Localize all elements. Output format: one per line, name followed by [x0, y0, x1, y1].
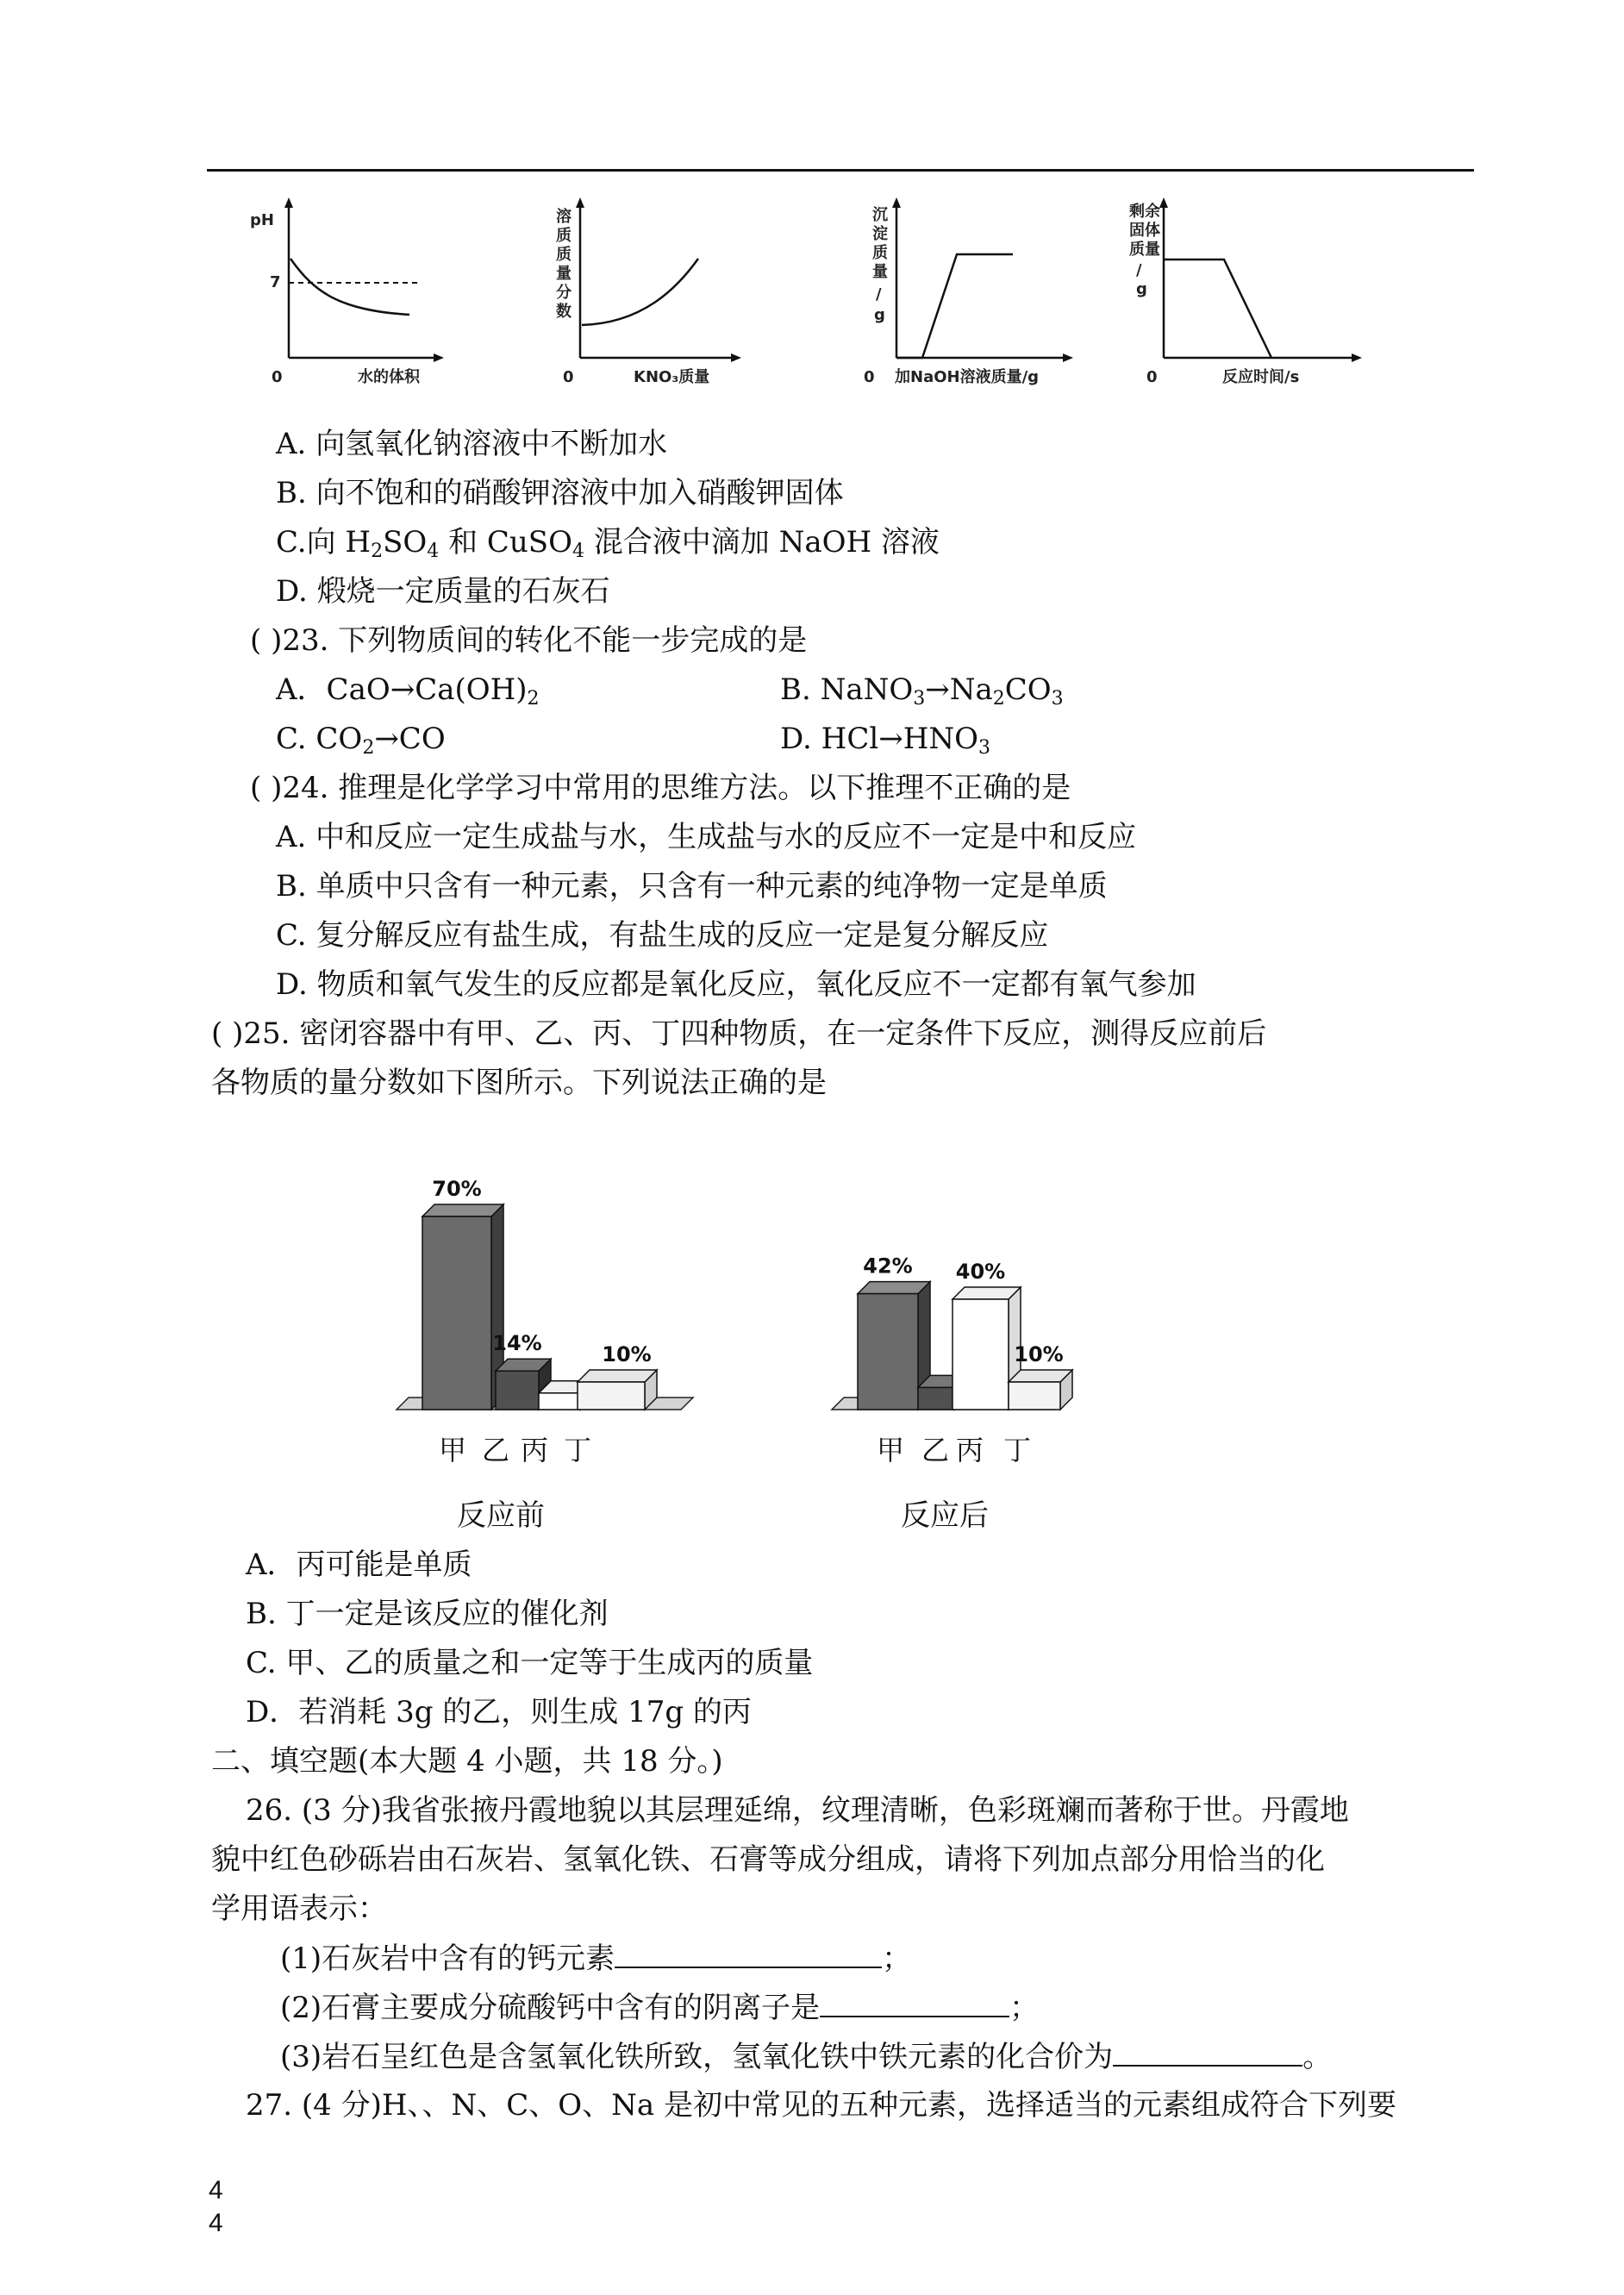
svg-text:/: /	[1136, 261, 1142, 279]
bar-front	[918, 1387, 954, 1410]
graph-d-svg	[1129, 194, 1371, 392]
category-label-丙: 丙	[520, 1434, 549, 1466]
bar-front	[539, 1393, 580, 1410]
svg-text:固体: 固体	[1129, 222, 1160, 240]
section-2-heading: 二、填空题(本大题 4 小题，共 18 分。)	[211, 1744, 723, 1779]
graph-d-xlabel: 反应时间/s	[1222, 368, 1300, 386]
bar-top	[858, 1282, 930, 1294]
q22-option-d: D. 煅烧一定质量的石灰石	[276, 574, 610, 609]
chart-after	[810, 1121, 1138, 1483]
page-number-1: 4	[209, 2176, 223, 2204]
q26-line2: 貌中红色砂砾岩由石灰岩、氢氧化铁、石膏等成分组成，请将下列加点部分用恰当的化	[211, 1842, 1325, 1877]
svg-text:分: 分	[556, 284, 572, 302]
bar-front	[1009, 1382, 1060, 1410]
graph-b	[547, 194, 746, 396]
bar-front	[578, 1382, 645, 1410]
data-label-丙: 40%	[955, 1260, 1006, 1284]
svg-text:数: 数	[556, 303, 572, 321]
q24-option-d: D. 物质和氧气发生的反应都是氧化反应，氧化反应不一定都有氧气参加	[276, 967, 1196, 1002]
q24-stem: ( )24. 推理是化学学习中常用的思维方法。以下推理不正确的是	[250, 771, 1071, 805]
q25-option-a: A．丙可能是单质	[246, 1548, 472, 1582]
page-number-2: 4	[209, 2209, 223, 2237]
data-label-丁: 10%	[1014, 1342, 1064, 1366]
q23-option-d: D. $HCl\to HNO_3$	[780, 722, 990, 759]
q26-sub3: (3)岩石呈红色是含氢氧化铁所致，氢氧化铁中铁元素的化合价为 。	[280, 2040, 1333, 2074]
bar-丁	[578, 1370, 657, 1410]
q22-option-b: B. 向不饱和的硝酸钾溶液中加入硝酸钾固体	[276, 476, 844, 510]
svg-text:质: 质	[872, 244, 888, 262]
q24-option-c: C. 复分解反应有盐生成，有盐生成的反应一定是复分解反应	[276, 918, 1049, 953]
graph-c	[862, 194, 1077, 396]
svg-text:g: g	[1136, 280, 1147, 298]
graph-a	[246, 194, 444, 396]
data-label-甲: 70%	[432, 1177, 482, 1201]
category-label-乙: 乙	[481, 1434, 510, 1466]
graph-b-ylabel	[556, 207, 572, 321]
category-label-丙: 丙	[955, 1434, 984, 1466]
graph-a-tick7: 7	[270, 273, 281, 291]
category-label-乙: 乙	[921, 1434, 950, 1466]
svg-text:/: /	[876, 285, 882, 303]
graph-a-origin: 0	[272, 368, 283, 386]
graph-b-xlabel: KNO₃质量	[634, 368, 710, 386]
q23-option-a: A．$CaO\to Ca(OH)_2$	[276, 672, 540, 710]
bar-front	[953, 1299, 1009, 1410]
q26-answer-blank-3[interactable]	[1113, 2039, 1302, 2067]
svg-text:剩余: 剩余	[1129, 203, 1160, 221]
svg-text:质量: 质量	[1129, 241, 1160, 259]
graph-c-origin: 0	[864, 368, 875, 386]
q22-option-c: C.向 $H_2SO_4$ 和 CuSO$_4$ 混合液中滴加 NaOH 溶液	[276, 525, 940, 562]
q24-option-b: B. 单质中只含有一种元素，只含有一种元素的纯净物一定是单质	[276, 869, 1108, 904]
svg-text:量: 量	[872, 263, 888, 281]
q27-line1: 27. (4 分)H、、N、C、O、Na 是初中常见的五种元素，选择适当的元素组成符合下列要	[246, 2088, 1396, 2123]
svg-text:质: 质	[556, 227, 572, 245]
svg-text:量: 量	[556, 265, 572, 283]
svg-text:沉: 沉	[872, 206, 888, 224]
bar-front	[422, 1216, 491, 1410]
data-label-乙: 14%	[492, 1331, 542, 1356]
q23-option-c: C. $CO_2\to CO$	[276, 722, 446, 759]
category-label-甲: 甲	[438, 1434, 467, 1466]
graph-c-svg	[862, 194, 1077, 392]
q25-option-d: D．若消耗 3g 的乙，则生成 17g 的丙	[246, 1695, 752, 1729]
graph-a-ylabel: pH	[250, 211, 274, 229]
graph-b-origin: 0	[563, 368, 574, 386]
q23-option-b: B. $NaNO_3\to Na_2CO_3$	[780, 672, 1064, 710]
chart-before	[358, 1121, 789, 1483]
graph-a-xlabel: 水的体积	[358, 368, 420, 386]
graph-a-svg	[246, 194, 444, 392]
bar-front	[496, 1371, 539, 1410]
svg-text:溶: 溶	[556, 208, 572, 226]
q26-sub1: (1)石灰岩中含有的钙元素 ；	[280, 1942, 912, 1976]
q26-answer-blank-1[interactable]	[615, 1941, 882, 1968]
graph-c-ylabel	[872, 206, 888, 324]
svg-text:g: g	[874, 306, 885, 324]
data-label-甲: 42%	[863, 1254, 913, 1279]
graph-b-svg	[547, 194, 746, 392]
q22-option-a: A. 向氢氧化钠溶液中不断加水	[276, 427, 668, 461]
q25-option-c: C. 甲、乙的质量之和一定等于生成丙的质量	[246, 1646, 814, 1680]
graph-c-xlabel: 加NaOH溶液质量/g	[895, 368, 1040, 386]
q25-stem-line2: 各物质的量分数如下图所示。下列说法正确的是	[211, 1066, 827, 1100]
graph-d-origin: 0	[1146, 368, 1158, 386]
chart-before-caption: 反应前	[457, 1498, 545, 1533]
q26-line1: 26. (3 分)我省张掖丹霞地貌以其层理延绵，纹理清晰，色彩斑斓而著称于世。丹霞地	[246, 1793, 1349, 1828]
bar-甲	[422, 1204, 503, 1410]
bar-top	[422, 1204, 503, 1216]
category-label-丁: 丁	[563, 1434, 592, 1466]
bar-front	[858, 1294, 918, 1410]
graph-d-ylabel	[1129, 202, 1160, 298]
q25-option-b: B. 丁一定是该反应的催化剂	[246, 1597, 609, 1631]
q26-line3: 学用语表示：	[211, 1892, 387, 1926]
data-label-丁: 10%	[602, 1342, 652, 1366]
bar-丁	[1009, 1370, 1072, 1410]
svg-text:淀: 淀	[872, 225, 888, 243]
graph-d	[1129, 194, 1371, 396]
q26-sub2: (2)石膏主要成分硫酸钙中含有的阴离子是 ；	[280, 1991, 1040, 2025]
bar-top	[578, 1370, 657, 1382]
bar-top	[1009, 1370, 1072, 1382]
svg-text:质: 质	[556, 246, 572, 264]
q23-stem: ( )23. 下列物质间的转化不能一步完成的是	[250, 623, 808, 658]
category-label-丁: 丁	[1003, 1434, 1032, 1466]
header-rule	[207, 169, 1474, 172]
chart-after-caption: 反应后	[901, 1498, 989, 1533]
q24-option-a: A. 中和反应一定生成盐与水，生成盐与水的反应不一定是中和反应	[276, 820, 1137, 854]
category-label-甲: 甲	[876, 1434, 905, 1466]
bar-top	[953, 1287, 1021, 1299]
q26-answer-blank-2[interactable]	[820, 1990, 1009, 2017]
q25-stem-line1: ( )25. 密闭容器中有甲、乙、丙、丁四种物质，在一定条件下反应，测得反应前后	[211, 1016, 1267, 1051]
